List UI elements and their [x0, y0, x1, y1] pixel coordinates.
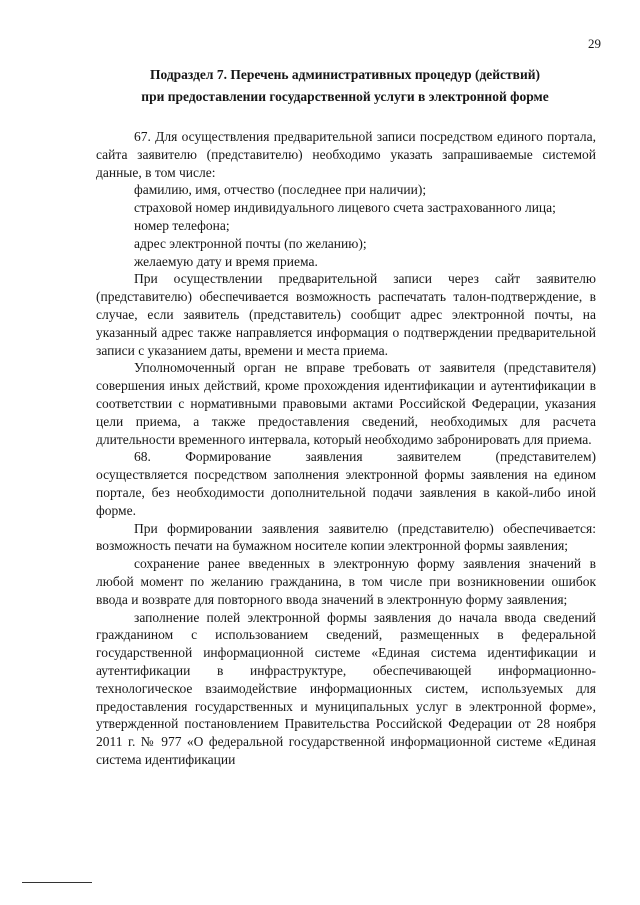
- list-item-full-name: фамилию, имя, отчество (последнее при наличии);: [134, 182, 427, 198]
- heading-line-1: Подраздел 7. Перечень административных процедур (действий): [149, 67, 541, 82]
- footnote-divider: [22, 882, 92, 883]
- heading-line-2: при предоставлении государственной услуги в электронной форме: [141, 89, 549, 104]
- paragraph-print-copy: При формировании заявления заявителю (представителю) обеспечивается: возможность печати на бумажном носителе копии электронной формы заявления;: [96, 520, 596, 554]
- paragraph-save-values: сохранение ранее введенных в электронную форму заявления значений в любой момент по желанию гражданина, в том числе при возникновении ошибок ввода и возврате для повторного ввода значений в электронную форму заявления;: [96, 556, 596, 607]
- subsection-heading: [96, 64, 594, 108]
- paragraph-67: 67. Для осуществления предварительной записи посредством единого портала, сайта заявителю (представителю) необходимо указать запрашиваемые системой данные, в том числе:: [96, 129, 596, 180]
- paragraph-website-booking: При осуществлении предварительной записи через сайт заявителю (представителю) обеспечивается возможность распечатать талон-подтверждение, в случае, если заявитель (представитель) сообщит адрес электронной почты, на указанный адрес также направляется информация о подтверждении предварительной записи с указанием даты, времени и места приема.: [96, 271, 596, 358]
- list-item-date-time: желаемую дату и время приема.: [134, 253, 318, 269]
- paragraph-68: 68. Формирование заявления заявителем (представителем): [134, 449, 596, 465]
- list-item-phone: номер телефона;: [134, 217, 230, 233]
- paragraph-68-continued: осуществляется посредством заполнения электронной формы заявления на едином портале, без необходимости дополнительной подачи заявления в какой-либо иной форме.: [96, 467, 596, 518]
- list-item-insurance-number: страховой номер индивидуального лицевого счета застрахованного лица;: [134, 200, 556, 216]
- document-body: [96, 128, 596, 769]
- paragraph-autofill: заполнение полей электронной формы заявления до начала ввода сведений гражданином с использованием сведений, размещенных в федеральной государственной информационной системе «Единая система идентификации и аутентификации в инфраструктуре, обеспечивающей информационно- технологическое взаимодействие информационных систем, используемых для предоставления государственных и муниципальных услуг в электронной форме», утвержденной постановлением Правительства Российской Федерации от 28 ноября 2011 г. № 977 «О федеральной государственной информационной системе «Единая система идентификации: [96, 609, 596, 767]
- paragraph-authorized-body: Уполномоченный орган не вправе требовать от заявителя (представителя) совершения иных действий, кроме прохождения идентификации и аутентификации в соответствии с нормативными правовыми актами Российской Федерации, указания цели приема, а также предоставления сведений, необходимых для расчета длительности временного интервала, который необходимо забронировать для приема.: [96, 360, 596, 447]
- list-item-email: адрес электронной почты (по желанию);: [134, 235, 367, 251]
- page-number: 29: [588, 36, 601, 51]
